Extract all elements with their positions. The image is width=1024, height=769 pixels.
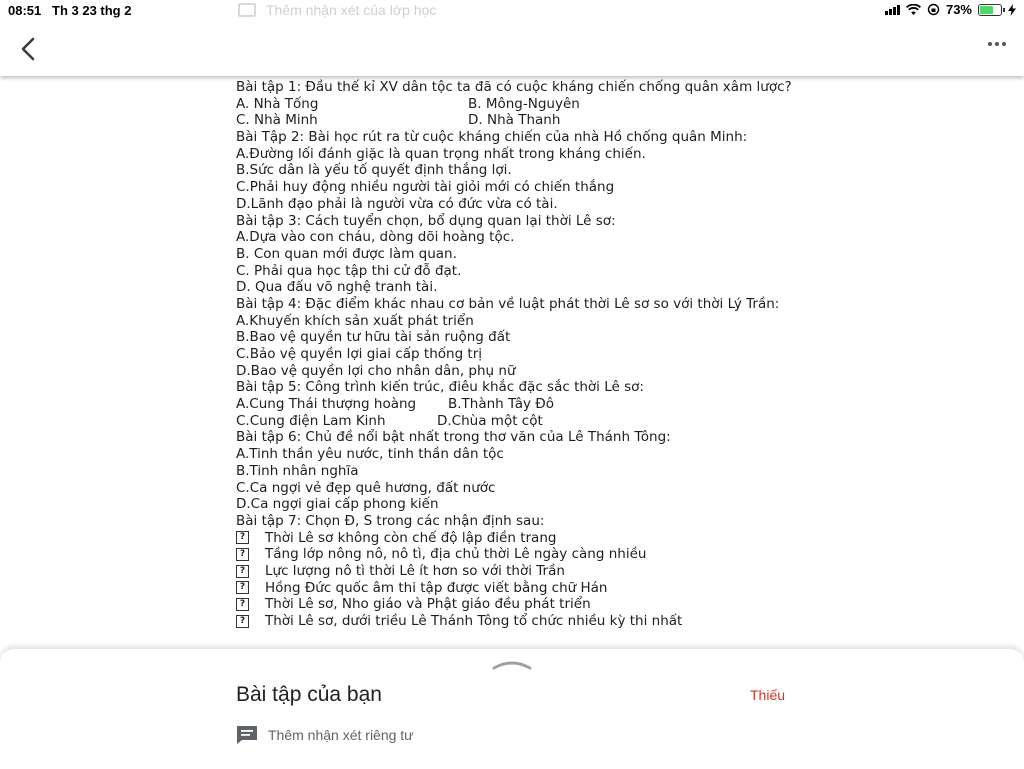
document-line [236,346,836,363]
checkbox-placeholder-icon: ? [236,615,249,628]
private-comment-icon [236,725,258,745]
option-left: C.Cung điện Lam Kinh [236,412,386,429]
statement-text: Lực lượng nô tì thời Lê ít hơn so với thời Trần [265,562,565,579]
document-line [236,213,836,230]
statement-text: Tầng lớp nông nô, nô tì, địa chủ thời Lê ngày càng nhiều [265,546,647,563]
document-line [236,146,836,163]
document-line [236,229,836,246]
document-line-text: C.Ca ngợi vẻ đẹp quê hương, đất nước [236,479,496,496]
document-line [236,463,836,480]
status-time: 08:51 [8,3,42,18]
option-left: A.Cung Thái thượng hoàng [236,396,417,413]
document-text [236,79,836,630]
private-comment-label: Thêm nhận xét riêng tư [268,727,414,743]
option-right: D.Chùa một cột [437,412,543,429]
cellular-signal-icon [885,4,900,15]
document-line-text: C. Phải qua học tập thi cử đỗ đạt. [236,262,462,279]
document-line-text: Bài tập 7: Chọn Đ, S trong các nhận định sau: [236,512,545,529]
your-work-title: Bài tập của bạn [236,683,382,706]
document-line-text: C.Phải huy động nhiều người tài giỏi mới có chiến thắng [236,179,615,196]
document-line-text: Bài tập 3: Cách tuyển chọn, bổ dụng quan lại thời Lê sơ: [236,212,616,229]
your-work-sheet [0,648,1024,769]
document-line [236,513,836,530]
more-options-button[interactable] [988,42,1006,46]
top-app-bar [0,22,1024,76]
status-bar [0,0,1024,22]
statement-text: Thời Lê sơ không còn chế độ lập điền trang [265,529,557,546]
checkbox-placeholder-icon: ? [236,531,249,544]
back-button[interactable] [14,34,44,64]
document-line [236,279,836,296]
document-line [236,396,836,413]
add-private-comment-button[interactable] [236,725,414,745]
faded-header-label: Thêm nhận xét của lớp học [266,2,437,18]
true-false-statement [236,613,836,630]
document-line-text: Bài tập 5: Công trình kiến trúc, điêu khắc đặc sắc thời Lê sơ: [236,379,644,396]
status-indicators [885,2,1016,17]
document-line [236,79,836,96]
chevron-up-icon [492,658,532,670]
comment-icon [238,3,256,17]
document-line-text: A.Khuyến khích sản xuất phát triển [236,312,474,329]
option-right: B.Thành Tây Đô [448,396,554,413]
document-line-text: C.Bảo vệ quyền lợi giai cấp thống trị [236,346,483,362]
document-line-text: Bài Tập 2: Bài học rút ra từ cuộc kháng chiến của nhà Hồ chống quân Minh: [236,129,748,146]
document-line [236,179,836,196]
document-line [236,162,836,179]
document-line [236,96,836,113]
document-line-text: D.Ca ngợi giai cấp phong kiến [236,496,439,513]
document-line [236,196,836,213]
battery-percentage: 73% [945,2,972,17]
checkbox-placeholder-icon: ? [236,581,249,594]
document-line-text: Bài tập 6: Chủ đề nổi bật nhất trong thơ văn của Lê Thánh Tông: [236,429,671,446]
document-line [236,263,836,280]
orientation-lock-icon [927,3,940,16]
document-line [236,112,836,129]
statement-text: Thời Lê sơ, dưới triều Lê Thánh Tông tổ chức nhiều kỳ thi nhất [265,613,683,629]
document-line-text: D.Bao vệ quyền lợi cho nhân dân, phụ nữ [236,362,516,379]
document-line [236,446,836,463]
true-false-statement [236,530,836,547]
document-line [236,329,836,346]
option-left: A. Nhà Tống [236,95,319,112]
statement-text: Thời Lê sơ, Nho giáo và Phật giáo đều phát triển [265,596,591,613]
document-line [236,379,836,396]
document-line [236,429,836,446]
document-line [236,246,836,263]
document-line-text: D. Qua đấu võ nghệ tranh tài. [236,279,438,296]
more-dots-icon [988,42,992,46]
document-line [236,413,836,430]
true-false-statement [236,563,836,580]
battery-icon [978,4,1002,16]
faded-header [238,2,436,18]
option-right: D. Nhà Thanh [468,112,561,129]
document-line [236,480,836,497]
checkbox-placeholder-icon: ? [236,565,249,578]
document-line-text: A.Dựa vào con cháu, dòng dõi hoàng tộc. [236,229,515,246]
assignment-document[interactable] [0,76,1024,651]
true-false-statement [236,546,836,563]
document-line [236,496,836,513]
document-line [236,129,836,146]
document-line-text: B. Con quan mới được làm quan. [236,245,457,262]
option-right: B. Mông-Nguyên [468,95,580,112]
wifi-icon [906,4,921,16]
status-date: Th 3 23 thg 2 [52,3,132,18]
document-line-text: B.Bao vệ quyền tư hữu tài sản ruộng đất [236,329,511,346]
sheet-expand-handle[interactable] [492,657,532,669]
chevron-left-icon [14,34,44,64]
document-line-text: A.Đường lối đánh giặc là quan trọng nhất trong kháng chiến. [236,145,646,162]
document-line-text: Bài tập 1: Đầu thế kỉ XV dân tộc ta đã có cuộc kháng chiến chống quân xâm lược? [236,79,792,95]
document-line-text: A.Tinh thần yêu nước, tinh thần dân tộc [236,446,504,463]
document-line-text: D.Lãnh đạo phải là người vừa có đức vừa có tài. [236,195,558,212]
document-line-text: B.Tinh nhân nghĩa [236,462,359,479]
checkbox-placeholder-icon: ? [236,598,249,611]
charging-icon [1008,4,1016,16]
missing-status-label: Thiếu [750,687,786,703]
document-line [236,296,836,313]
true-false-statement [236,580,836,597]
document-line [236,363,836,380]
document-line-text: B.Sức dân là yếu tố quyết định thắng lợi. [236,162,512,179]
statement-text: Hồng Đức quốc âm thi tập được viết bằng chữ Hán [265,579,608,596]
checkbox-placeholder-icon: ? [236,548,249,561]
document-line [236,313,836,330]
option-left: C. Nhà Minh [236,112,318,129]
true-false-statement [236,596,836,613]
document-line-text: Bài tập 4: Đặc điểm khác nhau cơ bản về luật phát thời Lê sơ so với thời Lý Trần: [236,295,780,312]
